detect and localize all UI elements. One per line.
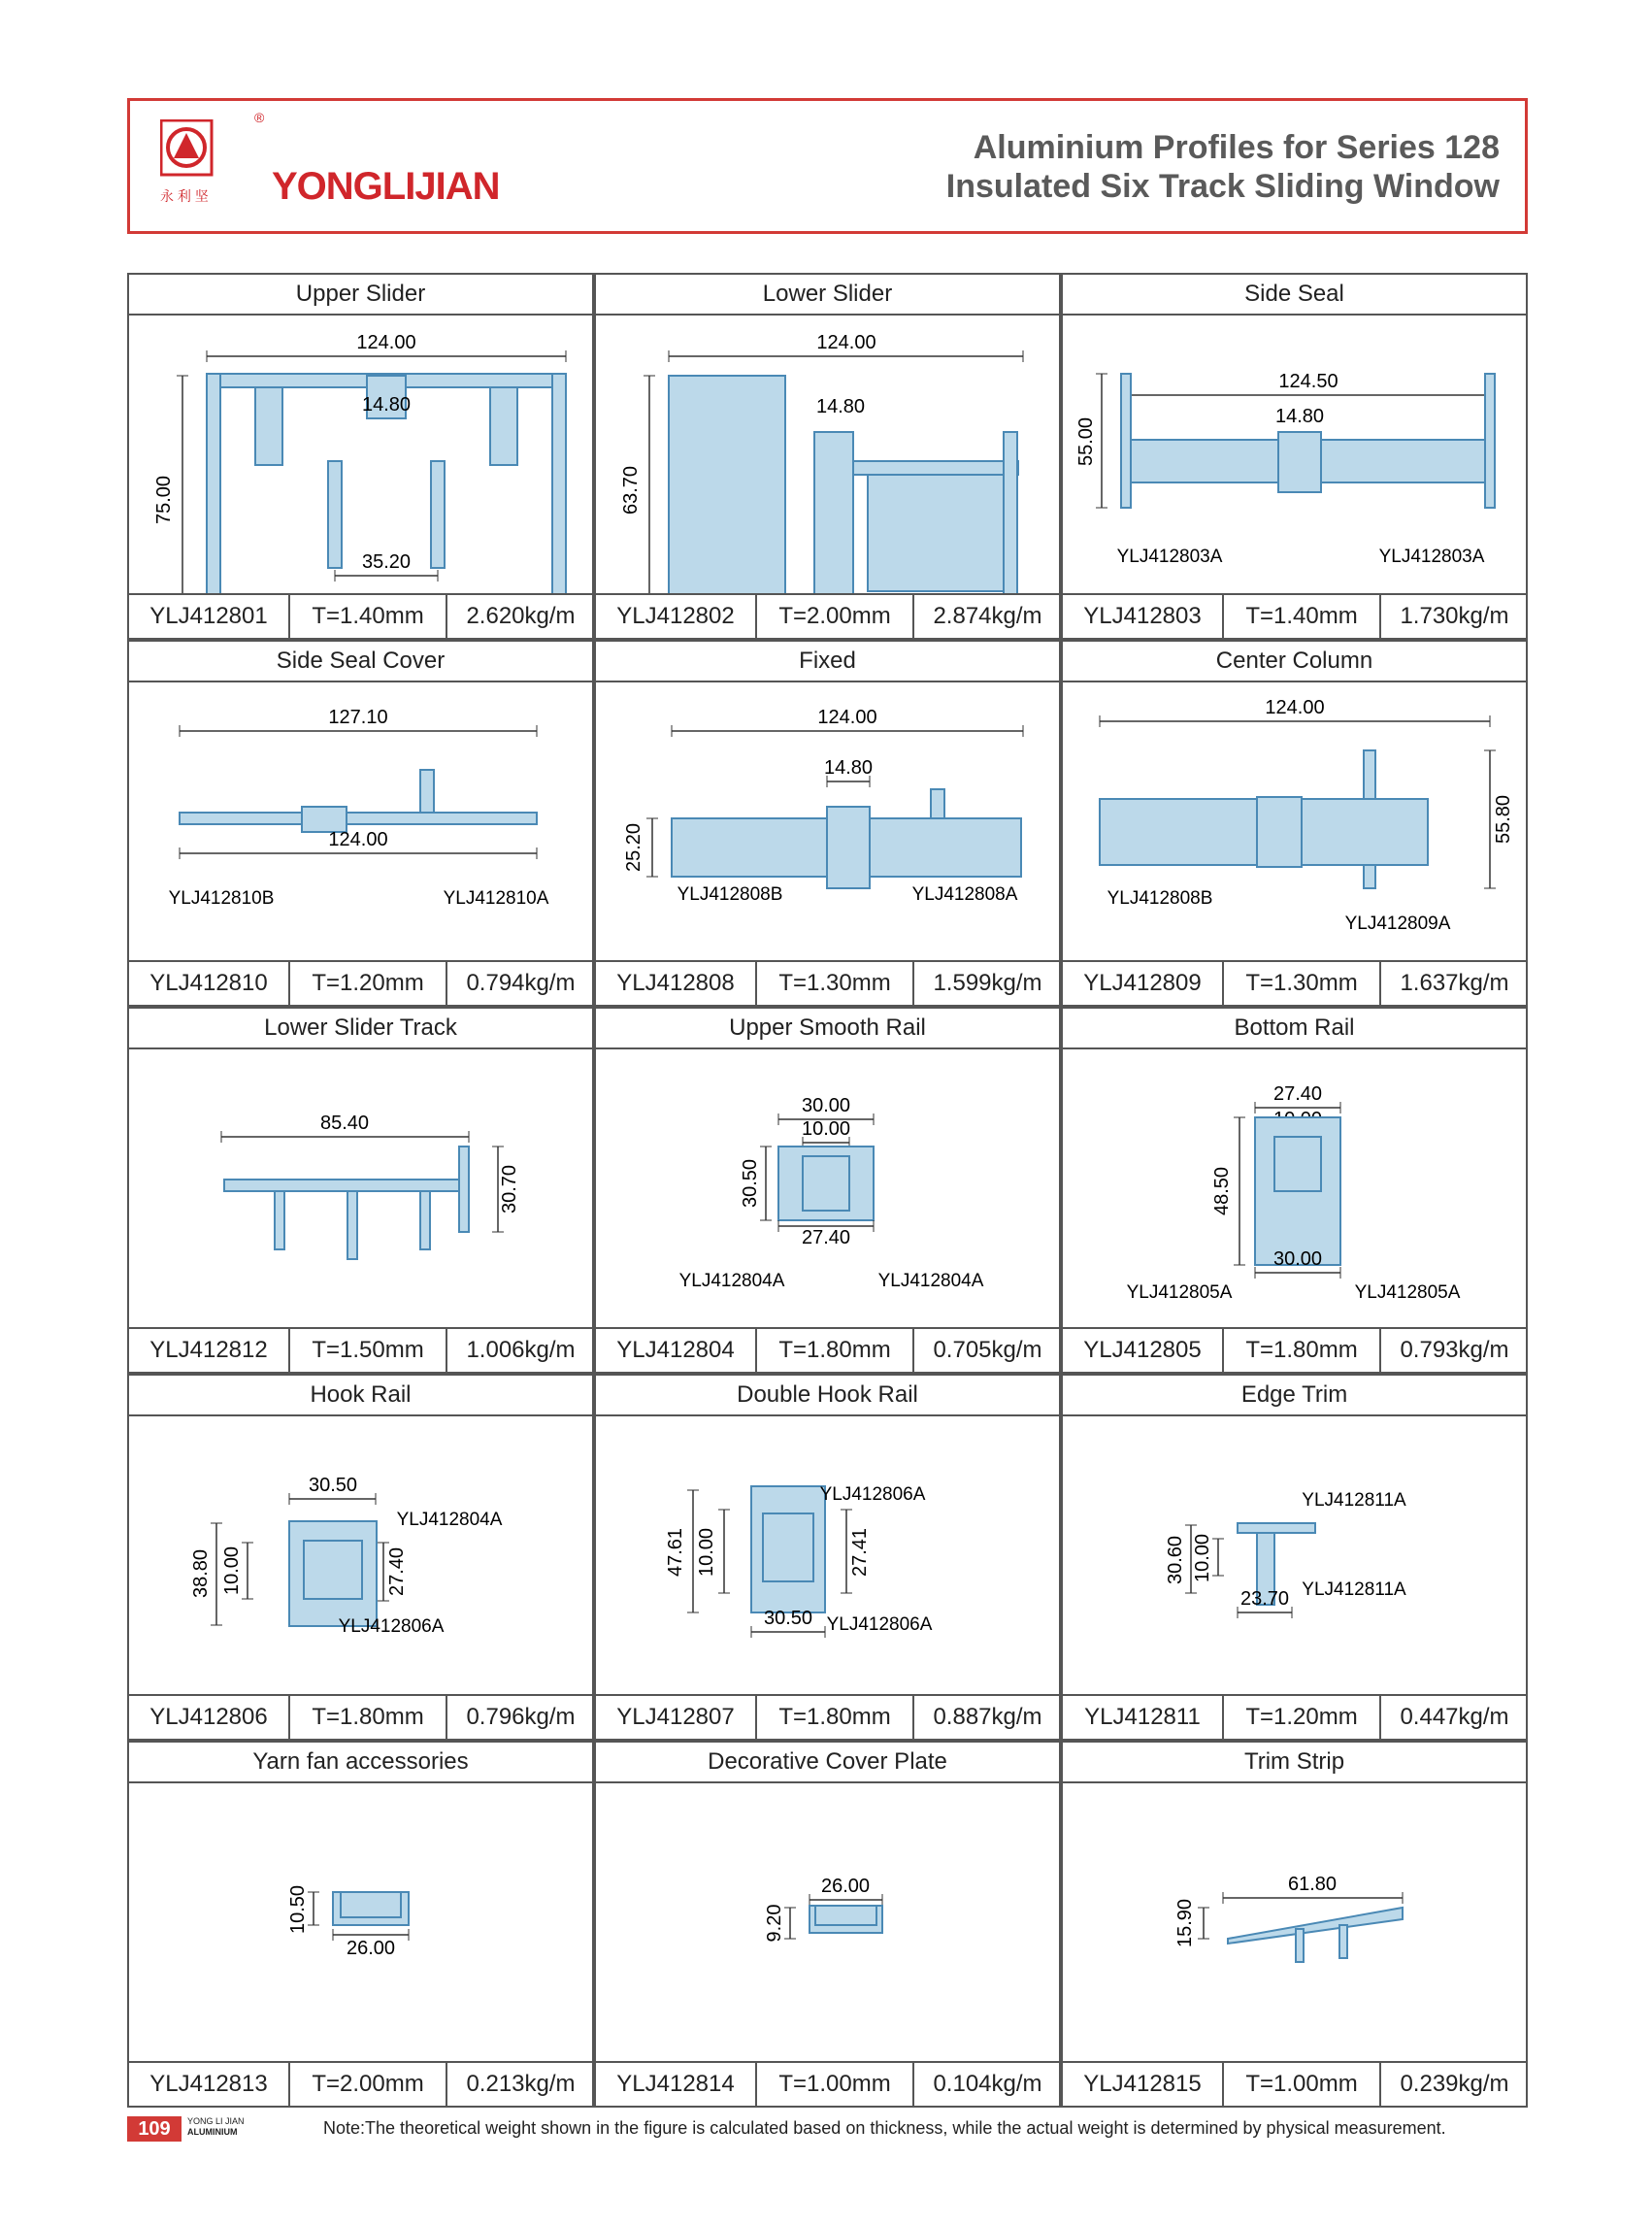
profile-thickness: T=2.00mm: [290, 2063, 447, 2106]
profile-row: [127, 1374, 1528, 1741]
profile-drawing: [129, 682, 592, 962]
dim-height: 15.90: [1174, 1898, 1196, 1948]
profile-code: YLJ412813: [129, 2063, 290, 2106]
profile-name: Lower Slider Track: [129, 1009, 592, 1049]
profile-name: Side Seal Cover: [129, 642, 592, 682]
part-code: YLJ412808B: [677, 884, 783, 905]
profile-weight: 1.730kg/m: [1400, 603, 1509, 629]
profile-card: [127, 1374, 594, 1741]
dim-inner: 27.41: [849, 1527, 871, 1578]
dim-width: 26.00: [346, 1938, 396, 1959]
profile-spec-row: [129, 960, 592, 1005]
profile-drawing: [129, 1416, 592, 1696]
profile-spec-row: [596, 1694, 1059, 1739]
profile-spec-row: [1063, 1694, 1526, 1739]
dim-height: 30.50: [740, 1158, 761, 1209]
profile-card: [127, 1007, 594, 1374]
profile-code: YLJ412810: [129, 962, 290, 1005]
profile-code: YLJ412811: [1063, 1696, 1224, 1739]
profile-code: YLJ412815: [1063, 2063, 1224, 2106]
page-footer: [127, 2116, 1528, 2145]
profile-drawing: [1063, 682, 1526, 962]
profile-thickness: T=1.30mm: [1224, 962, 1381, 1005]
profile-name: Fixed: [596, 642, 1059, 682]
dim-height: 9.20: [764, 1904, 785, 1943]
dim-inner: 10.00: [801, 1118, 851, 1140]
profile-row: [127, 640, 1528, 1007]
profile-name: Side Seal: [1063, 275, 1526, 316]
part-code: YLJ412806A: [819, 1484, 926, 1505]
profile-row: [127, 1741, 1528, 2108]
profile-code: YLJ412805: [1063, 1329, 1224, 1372]
dim-width: 30.50: [308, 1475, 358, 1496]
profile-spec-row: [596, 593, 1059, 638]
profile-spec-row: [1063, 2061, 1526, 2106]
profile-weight: 2.874kg/m: [933, 603, 1042, 629]
part-code: YLJ412806A: [826, 1614, 933, 1635]
dim-width: 127.10: [328, 707, 388, 728]
dim-gap: 14.80: [823, 757, 874, 779]
profile-thickness: T=1.00mm: [757, 2063, 914, 2106]
page-title: [946, 128, 1500, 206]
dim-height: 38.80: [190, 1548, 212, 1599]
dim-gap: 10.00: [1192, 1533, 1213, 1583]
dim-bottom: 30.50: [763, 1608, 813, 1629]
footer-brand: [187, 2116, 245, 2138]
part-code: YLJ412805A: [1354, 1282, 1461, 1303]
profile-name: Hook Rail: [129, 1376, 592, 1416]
profile-card: [1061, 1007, 1528, 1374]
title-line-2: Insulated Six Track Sliding Window: [945, 168, 1500, 205]
part-code: YLJ412810A: [443, 888, 549, 909]
dim-height: 55.80: [1493, 794, 1514, 845]
brand-logo: [160, 119, 218, 209]
profile-weight: 0.705kg/m: [933, 1337, 1042, 1363]
dim-gap: 14.80: [815, 396, 866, 417]
profile-thickness: T=1.00mm: [1224, 2063, 1381, 2106]
profile-weight: 0.793kg/m: [1400, 1337, 1509, 1363]
profile-thickness: T=1.40mm: [290, 595, 447, 638]
page-number: 109: [127, 2116, 182, 2142]
profile-name: Upper Smooth Rail: [596, 1009, 1059, 1049]
dim-height: 55.00: [1075, 416, 1097, 467]
profile-code: YLJ412807: [596, 1696, 757, 1739]
profile-weight: 1.006kg/m: [466, 1337, 576, 1363]
dim-gap: 14.80: [361, 394, 412, 415]
part-code: YLJ412805A: [1126, 1282, 1233, 1303]
dim-width: 23.70: [1239, 1588, 1290, 1610]
profile-spec-row: [129, 1327, 592, 1372]
dim-inner: 124.00: [328, 829, 388, 850]
profile-card: [1061, 273, 1528, 640]
profile-name: Decorative Cover Plate: [596, 1743, 1059, 1783]
profile-drawing: [129, 1783, 592, 2063]
profile-thickness: T=1.50mm: [290, 1329, 447, 1372]
footer-brand-line-1: YONG LI JIAN: [187, 2116, 245, 2126]
dim-inner: 35.20: [361, 551, 412, 573]
part-code: YLJ412808A: [911, 884, 1018, 905]
profile-code: YLJ412806: [129, 1696, 290, 1739]
dim-width: 124.00: [816, 332, 876, 353]
profile-name: Upper Slider: [129, 275, 592, 316]
dim-width: 124.00: [356, 332, 416, 353]
profile-code: YLJ412814: [596, 2063, 757, 2106]
profile-card: [594, 273, 1061, 640]
part-code: YLJ412810B: [168, 888, 275, 909]
profile-spec-row: [1063, 1327, 1526, 1372]
profile-thickness: T=1.40mm: [1224, 595, 1381, 638]
part-code: YLJ412809A: [1344, 914, 1451, 934]
profile-thickness: T=1.30mm: [757, 962, 914, 1005]
profile-code: YLJ412803: [1063, 595, 1224, 638]
profile-card: [594, 640, 1061, 1007]
profile-drawing: [129, 1049, 592, 1329]
profile-spec-row: [596, 2061, 1059, 2106]
profile-spec-row: [129, 593, 592, 638]
dim-height: 48.50: [1211, 1166, 1233, 1216]
dim-width: 30.00: [801, 1095, 851, 1116]
dim-height: 75.00: [153, 475, 175, 525]
profile-drawing: [596, 1416, 1059, 1696]
profile-drawing: [596, 682, 1059, 962]
profile-name: Trim Strip: [1063, 1743, 1526, 1783]
profile-name: Lower Slider: [596, 275, 1059, 316]
registered-mark: ®: [254, 110, 265, 125]
profile-row: [127, 1007, 1528, 1374]
profile-weight: 0.104kg/m: [933, 2071, 1042, 2097]
profile-spec-row: [1063, 960, 1526, 1005]
part-code: YLJ412803A: [1116, 547, 1223, 567]
part-code: YLJ412804A: [678, 1271, 785, 1291]
profile-weight: 0.447kg/m: [1400, 1704, 1509, 1730]
dim-gap: 14.80: [1274, 406, 1325, 427]
dim-width: 27.40: [1272, 1083, 1323, 1105]
profile-thickness: T=1.80mm: [757, 1329, 914, 1372]
dim-width: 26.00: [820, 1876, 871, 1897]
dim-width: 124.00: [1265, 697, 1325, 718]
dim-width: 85.40: [319, 1113, 370, 1134]
profile-row: [127, 273, 1528, 640]
profile-catalog-grid: [127, 273, 1528, 2108]
profile-thickness: T=1.20mm: [290, 962, 447, 1005]
dim-bottom: 30.00: [1272, 1248, 1323, 1270]
profile-drawing: [1063, 1049, 1526, 1329]
dim-inner: 27.40: [386, 1546, 408, 1597]
profile-spec-row: [1063, 593, 1526, 638]
part-code: YLJ412806A: [338, 1616, 445, 1637]
profile-drawing: [129, 316, 592, 595]
dim-gap: 10.00: [221, 1546, 243, 1596]
profile-thickness: T=1.80mm: [757, 1696, 914, 1739]
profile-thickness: T=2.00mm: [757, 595, 914, 638]
profile-card: [594, 1007, 1061, 1374]
part-code: YLJ412808B: [1107, 888, 1213, 909]
profile-code: YLJ412808: [596, 962, 757, 1005]
profile-name: Edge Trim: [1063, 1376, 1526, 1416]
profile-name: Bottom Rail: [1063, 1009, 1526, 1049]
profile-drawing: [596, 1049, 1059, 1329]
title-line-1: Aluminium Profiles for Series 128: [973, 129, 1500, 166]
profile-drawing: [1063, 1783, 1526, 2063]
profile-name: Double Hook Rail: [596, 1376, 1059, 1416]
profile-code: YLJ412812: [129, 1329, 290, 1372]
profile-code: YLJ412802: [596, 595, 757, 638]
dim-height: 10.50: [287, 1884, 309, 1935]
part-code: YLJ412804A: [396, 1510, 503, 1530]
profile-card: [127, 640, 594, 1007]
part-code: YLJ412804A: [877, 1271, 984, 1291]
profile-weight: 0.213kg/m: [466, 2071, 576, 2097]
profile-thickness: T=1.20mm: [1224, 1696, 1381, 1739]
weight-note: Note:The theoretical weight shown in the figure is calculated based on thickness, while the actual weight is determined by physical measurement.: [323, 2118, 1446, 2138]
brand-name: YONGLIJIAN: [272, 165, 500, 208]
profile-card: [594, 1374, 1061, 1741]
profile-weight: 1.637kg/m: [1400, 970, 1509, 996]
profile-code: YLJ412809: [1063, 962, 1224, 1005]
dim-height: 47.61: [665, 1527, 686, 1578]
dim-width: 124.00: [817, 707, 877, 728]
profile-weight: 0.887kg/m: [933, 1704, 1042, 1730]
part-code: YLJ412811A: [1302, 1579, 1406, 1600]
profile-card: [594, 1741, 1061, 2108]
profile-card: [1061, 640, 1528, 1007]
profile-thickness: T=1.80mm: [290, 1696, 447, 1739]
profile-thickness: T=1.80mm: [1224, 1329, 1381, 1372]
profile-spec-row: [129, 2061, 592, 2106]
profile-code: YLJ412804: [596, 1329, 757, 1372]
dim-height: 25.20: [623, 822, 644, 873]
profile-name: Yarn fan accessories: [129, 1743, 592, 1783]
profile-drawing: [596, 1783, 1059, 2063]
profile-code: YLJ412801: [129, 595, 290, 638]
dim-height: 30.60: [1165, 1535, 1186, 1585]
profile-weight: 0.239kg/m: [1400, 2071, 1509, 2097]
brand-cn: 永 利 坚: [160, 188, 209, 204]
profile-weight: 0.796kg/m: [466, 1704, 576, 1730]
profile-spec-row: [596, 960, 1059, 1005]
profile-drawing: [1063, 1416, 1526, 1696]
dim-height: 63.70: [620, 465, 642, 515]
profile-name: Center Column: [1063, 642, 1526, 682]
dim-bottom: 27.40: [801, 1227, 851, 1248]
part-code: YLJ412811A: [1302, 1490, 1406, 1511]
dim-width: 61.80: [1287, 1874, 1338, 1895]
profile-card: [1061, 1374, 1528, 1741]
profile-card: [127, 1741, 594, 2108]
profile-spec-row: [129, 1694, 592, 1739]
profile-drawing: [596, 316, 1059, 595]
profile-drawing: [1063, 316, 1526, 595]
profile-weight: 2.620kg/m: [466, 603, 576, 629]
dim-width: 124.50: [1278, 371, 1338, 392]
part-code: YLJ412803A: [1378, 547, 1485, 567]
page-header: [127, 98, 1528, 234]
profile-card: [1061, 1741, 1528, 2108]
profile-card: [127, 273, 594, 640]
footer-brand-line-2: ALUMINIUM: [187, 2127, 238, 2137]
profile-weight: 1.599kg/m: [933, 970, 1042, 996]
profile-spec-row: [596, 1327, 1059, 1372]
dim-gap: 10.00: [696, 1527, 717, 1578]
dim-height: 30.70: [499, 1164, 520, 1214]
profile-weight: 0.794kg/m: [466, 970, 576, 996]
